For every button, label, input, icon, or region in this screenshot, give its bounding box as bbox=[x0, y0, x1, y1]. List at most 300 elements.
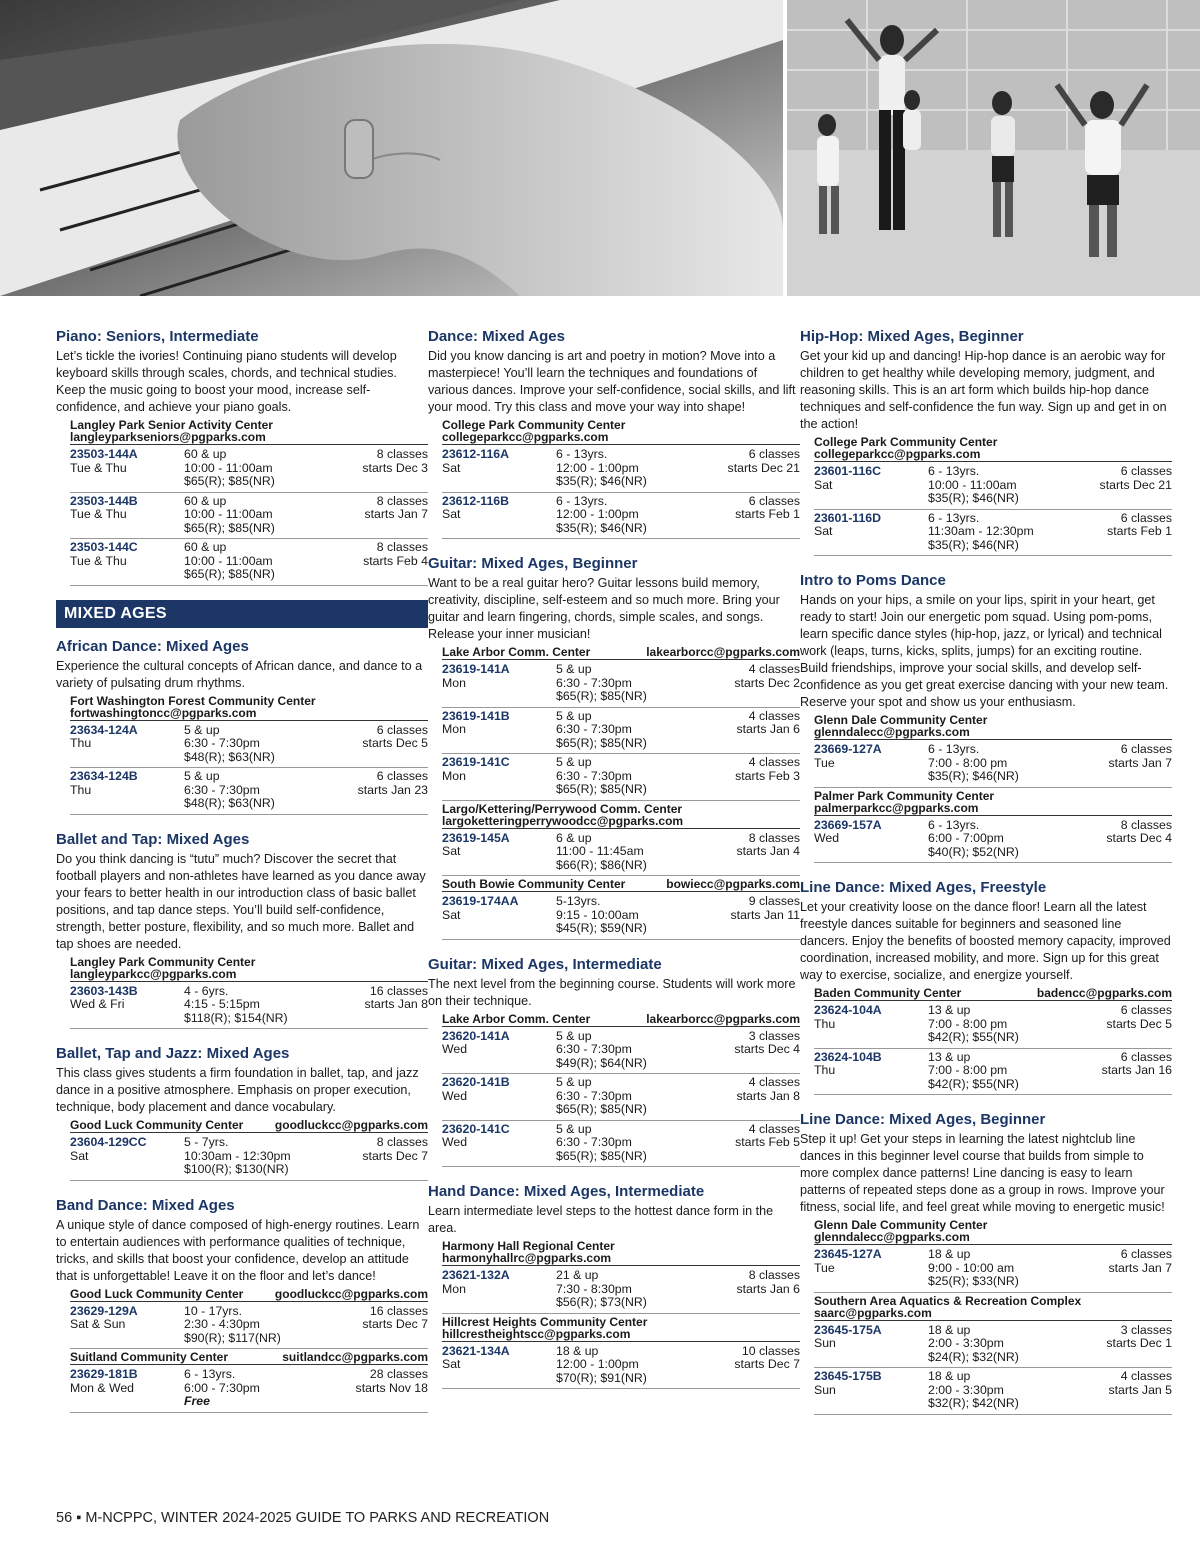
location-email[interactable]: hillcrestheightscc@pgparks.com bbox=[442, 1326, 631, 1341]
class-code: 23503-144A bbox=[70, 447, 138, 461]
class-time: 2:30 - 4:30pm bbox=[184, 1317, 260, 1331]
location-block bbox=[814, 714, 1172, 788]
class-blank bbox=[814, 846, 928, 860]
class-count: 8 classes bbox=[748, 830, 800, 845]
location-header bbox=[70, 695, 428, 721]
location-email[interactable]: largoketteringperrywoodcc@pgparks.com bbox=[442, 813, 684, 828]
class-fee: $48(R); $63(NR) bbox=[184, 749, 275, 764]
location-email[interactable]: fortwashingtoncc@pgparks.com bbox=[70, 705, 257, 720]
location-email[interactable]: palmerparkcc@pgparks.com bbox=[814, 800, 979, 815]
class-start: starts Jan 7 bbox=[1108, 755, 1172, 770]
class-fee: $65(R); $85(NR) bbox=[556, 1148, 647, 1163]
class-days: Tue & Thu bbox=[70, 507, 127, 521]
class-listing bbox=[442, 1028, 800, 1075]
class-start: starts Jan 5 bbox=[1108, 1382, 1172, 1397]
class-count: 4 classes bbox=[748, 755, 800, 769]
location-block bbox=[814, 987, 1172, 1095]
class-count: 6 classes bbox=[748, 493, 800, 508]
class-blank bbox=[442, 859, 556, 873]
class-code: 23645-127A bbox=[814, 1247, 882, 1261]
class-code: 23503-144B bbox=[70, 493, 138, 508]
class-time: 7:00 - 8:00 pm bbox=[928, 1063, 1008, 1077]
location-email[interactable]: goodluckcc@pgparks.com bbox=[274, 1118, 428, 1132]
class-age: 5 & up bbox=[556, 1075, 592, 1089]
class-fee: $45(R); $59(NR) bbox=[556, 921, 647, 935]
class-age: 6 - 13yrs. bbox=[184, 1367, 236, 1381]
location-email[interactable]: glenndalecc@pgparks.com bbox=[814, 1230, 970, 1244]
class-listing bbox=[442, 1267, 800, 1314]
section-title: Guitar: Mixed Ages, Beginner bbox=[428, 555, 638, 572]
class-section bbox=[428, 1183, 800, 1389]
location-block bbox=[442, 419, 800, 539]
class-age: 21 & up bbox=[556, 1268, 599, 1282]
class-start: starts Jan 7 bbox=[1108, 1260, 1172, 1275]
location-name: Glenn Dale Community Center bbox=[814, 713, 988, 727]
location-block bbox=[814, 436, 1172, 556]
location-email[interactable]: bowiecc@pgparks.com bbox=[666, 877, 800, 891]
class-section bbox=[800, 879, 1172, 1111]
location-name: Hillcrest Heights Community Center bbox=[442, 1314, 648, 1329]
section-description: Let’s tickle the ivories! Continuing piano students will develop keyboard skills through scales, chords, and technical studies. Keep the music going to boost your mood, increase self-confidence, and achieve your piano goals. bbox=[56, 349, 397, 414]
class-blank bbox=[442, 922, 556, 936]
class-fee: $35(R); $46(NR) bbox=[556, 520, 647, 535]
class-start: starts Dec 5 bbox=[362, 736, 428, 750]
class-fee: $42(R); $55(NR) bbox=[928, 1076, 1019, 1091]
class-blank bbox=[814, 539, 928, 553]
location-block bbox=[70, 419, 428, 586]
class-age: 5 & up bbox=[556, 1028, 592, 1043]
section-title: Ballet and Tap: Mixed Ages bbox=[56, 830, 250, 848]
class-start: starts Dec 21 bbox=[727, 460, 800, 475]
class-blank bbox=[362, 1332, 428, 1346]
class-count: 6 classes bbox=[1120, 1003, 1172, 1017]
location-name: Glenn Dale Community Center bbox=[814, 1218, 988, 1232]
class-blank bbox=[734, 690, 800, 704]
class-count: 8 classes bbox=[748, 1268, 800, 1282]
class-fee: $35(R); $46(NR) bbox=[928, 491, 1019, 505]
class-fee: Free bbox=[184, 1394, 210, 1408]
class-age: 60 & up bbox=[184, 447, 227, 461]
class-blank bbox=[70, 1332, 184, 1346]
class-fee: $48(R); $63(NR) bbox=[184, 796, 275, 810]
section-title: Hip-Hop: Mixed Ages, Beginner bbox=[800, 328, 1024, 345]
class-start: starts Dec 7 bbox=[362, 1317, 428, 1331]
class-start: starts Jan 23 bbox=[357, 782, 428, 797]
location-name: Palmer Park Community Center bbox=[814, 788, 995, 803]
location-header bbox=[442, 646, 800, 660]
class-code: 23612-116B bbox=[442, 493, 510, 508]
location-email[interactable]: badencc@pgparks.com bbox=[1036, 986, 1172, 1000]
class-time: 7:00 - 8:00 pm bbox=[928, 755, 1008, 770]
class-age: 6 - 13yrs. bbox=[928, 742, 980, 756]
class-code: 23503-144C bbox=[70, 540, 138, 554]
class-section bbox=[800, 328, 1172, 572]
class-age: 60 & up bbox=[184, 493, 227, 508]
section-title: Dance: Mixed Ages bbox=[428, 328, 565, 345]
location-email[interactable]: glenndalecc@pgparks.com bbox=[814, 725, 970, 739]
class-time: 6:30 - 7:30pm bbox=[556, 1088, 632, 1103]
class-start: starts Jan 7 bbox=[364, 507, 428, 521]
section-gap bbox=[56, 1181, 428, 1197]
class-section bbox=[800, 1111, 1172, 1415]
section-title: Line Dance: Mixed Ages, Beginner bbox=[800, 1111, 1046, 1128]
class-days: Sat & Sun bbox=[70, 1317, 126, 1331]
column-2 bbox=[428, 328, 800, 1389]
location-name: Lake Arbor Comm. Center bbox=[442, 645, 591, 659]
class-age: 18 & up bbox=[928, 1322, 971, 1337]
class-blank bbox=[814, 492, 928, 506]
class-blank bbox=[442, 1372, 556, 1386]
class-blank bbox=[734, 1057, 800, 1071]
class-blank bbox=[1100, 492, 1172, 506]
class-code: 23619-174AA bbox=[442, 894, 519, 908]
class-time: 6:30 - 7:30pm bbox=[556, 768, 632, 783]
class-count: 3 classes bbox=[748, 1028, 800, 1043]
location-email[interactable]: harmonyhallrc@pgparks.com bbox=[442, 1251, 612, 1265]
class-blank bbox=[1107, 539, 1172, 553]
class-time: 6:00 - 7:30pm bbox=[184, 1380, 260, 1395]
class-fee: $65(R); $85(NR) bbox=[184, 567, 275, 581]
class-code: 23624-104B bbox=[814, 1049, 882, 1064]
class-blank bbox=[442, 1103, 556, 1117]
class-time: 6:30 - 7:30pm bbox=[556, 1042, 632, 1056]
location-header bbox=[70, 419, 428, 445]
class-start: starts Jan 16 bbox=[1101, 1063, 1172, 1077]
class-blank bbox=[442, 783, 556, 797]
class-count: 6 classes bbox=[1120, 510, 1172, 525]
location-email[interactable]: langleyparkcc@pgparks.com bbox=[70, 966, 237, 981]
location-block bbox=[70, 956, 428, 1030]
class-fee: $42(R); $55(NR) bbox=[928, 1030, 1019, 1044]
section-description: A unique style of dance composed of high-energy routines. Learn to entertain audiences with performance qualities of technique, tricks, and skills that boost your confidence, develop an attitude that is unforgettable! Leave it on the floor and let’s dance! bbox=[56, 1217, 420, 1283]
class-listing bbox=[442, 754, 800, 801]
class-blank bbox=[814, 770, 928, 784]
class-days: Mon bbox=[442, 1281, 466, 1296]
location-header bbox=[442, 1013, 800, 1027]
location-email[interactable]: collegeparkcc@pgparks.com bbox=[814, 447, 981, 461]
class-listing bbox=[442, 893, 800, 940]
location-email[interactable]: goodluckcc@pgparks.com bbox=[274, 1286, 428, 1301]
class-code: 23634-124A bbox=[70, 722, 138, 737]
class-start: starts Jan 6 bbox=[736, 1281, 800, 1296]
class-age: 5 & up bbox=[184, 722, 220, 737]
class-count: 6 classes bbox=[376, 722, 428, 737]
location-name: Langley Park Senior Activity Center bbox=[70, 418, 273, 432]
class-blank bbox=[70, 568, 184, 582]
class-blank bbox=[70, 1163, 184, 1177]
class-code: 23619-141A bbox=[442, 662, 510, 676]
class-time: 10:00 - 11:00am bbox=[184, 460, 273, 475]
class-fee: $24(R); $32(NR) bbox=[928, 1349, 1019, 1364]
class-time: 9:00 - 10:00 am bbox=[928, 1260, 1015, 1275]
location-block bbox=[814, 1295, 1172, 1415]
class-code: 23619-141B bbox=[442, 708, 510, 723]
class-section bbox=[56, 1045, 428, 1197]
class-days: Tue bbox=[814, 1260, 835, 1275]
class-time: 6:30 - 7:30pm bbox=[556, 1135, 632, 1149]
class-fee: $65(R); $85(NR) bbox=[556, 1102, 647, 1116]
class-days: Sat bbox=[70, 1148, 89, 1163]
class-blank bbox=[442, 737, 556, 751]
class-fee: $118(R); $154(NR) bbox=[184, 1010, 288, 1025]
class-start: starts Dec 7 bbox=[734, 1357, 800, 1371]
class-age: 60 & up bbox=[184, 540, 227, 554]
class-code: 23634-124B bbox=[70, 769, 138, 783]
class-blank bbox=[362, 475, 428, 489]
col1-bottom-sections bbox=[56, 638, 428, 1413]
class-time: 10:00 - 11:00am bbox=[184, 553, 273, 568]
section-description: Do you think dancing is “tutu” much? Discover the secret that football players and non-athletes have learned as you dance away your fears to better health in our introduction class of basic ballet positions, and tap dance steps. You’ll build self-confidence, strength, better posture, flexibility, and so much more. Ballet and tap shoes are needed. bbox=[56, 851, 426, 951]
class-days: Thu bbox=[814, 1063, 836, 1077]
class-count: 16 classes bbox=[369, 1303, 428, 1318]
class-blank bbox=[814, 1031, 928, 1045]
class-listing bbox=[442, 1074, 800, 1121]
class-code: 23601-116D bbox=[814, 510, 882, 525]
location-block bbox=[70, 1288, 428, 1350]
class-start: starts Dec 2 bbox=[734, 675, 800, 690]
class-code: 23621-132A bbox=[442, 1268, 510, 1282]
class-listing bbox=[70, 1366, 428, 1413]
location-header bbox=[70, 1288, 428, 1302]
class-listing bbox=[814, 1246, 1172, 1293]
location-email[interactable]: collegeparkcc@pgparks.com bbox=[442, 430, 609, 444]
class-days: Sat bbox=[814, 477, 833, 492]
location-block bbox=[442, 803, 800, 877]
class-age: 6 - 13yrs. bbox=[928, 510, 980, 525]
class-days: Mon bbox=[442, 768, 466, 783]
section-gap bbox=[56, 1029, 428, 1045]
section-description: Experience the cultural concepts of African dance, and dance to a variety of pulsating drum rhythms. bbox=[56, 658, 423, 690]
class-start: starts Feb 3 bbox=[735, 768, 800, 783]
class-count: 8 classes bbox=[376, 1135, 428, 1149]
class-count: 3 classes bbox=[1120, 1322, 1172, 1337]
class-time: 12:00 - 1:00pm bbox=[556, 507, 639, 521]
class-blank bbox=[70, 475, 184, 489]
section-description: Hands on your hips, a smile on your lips, spirit in your heart, get ready to start! Join our energetic pom squad. Using pom-poms, learn specific dance styles (hip-hop, jazz, or lyrical) and technical work (leaps, turns, kicks, splits, jumps) for an exciting routine. Build friendships, improve your social skills, and develop self-confidence as you get great exercise dancing with your new team. Reserve your spot and show us your enthusiasm. bbox=[800, 593, 1169, 709]
section-description: Let your creativity loose on the dance floor! Learn all the latest freestyle dances suitable for beginners and seasoned line dancers. Enjoy the benefits of boosted memory capacity, improved coordination, increased mobility, and more. Sign up for this great way to exercise, socialize, and energize yourself. bbox=[800, 900, 1171, 982]
class-days: Thu bbox=[814, 1016, 836, 1031]
location-name: Baden Community Center bbox=[814, 986, 962, 1000]
class-count: 4 classes bbox=[748, 1075, 800, 1089]
section-gap bbox=[56, 815, 428, 831]
location-header bbox=[70, 1351, 428, 1365]
class-blank bbox=[362, 1163, 428, 1177]
dance-class-photo bbox=[787, 0, 1200, 296]
class-code: 23619-141C bbox=[442, 755, 510, 769]
class-fee: $70(R); $91(NR) bbox=[556, 1370, 647, 1385]
class-time: 6:30 - 7:30pm bbox=[184, 736, 260, 750]
class-count: 6 classes bbox=[748, 447, 800, 461]
class-start: starts Feb 1 bbox=[735, 507, 800, 521]
class-time: 2:00 - 3:30pm bbox=[928, 1382, 1004, 1397]
class-listing bbox=[814, 510, 1172, 557]
piano-photo bbox=[0, 0, 783, 296]
class-count: 6 classes bbox=[1120, 464, 1172, 478]
location-email[interactable]: saarc@pgparks.com bbox=[814, 1305, 932, 1320]
class-section bbox=[800, 572, 1172, 879]
class-section bbox=[56, 328, 428, 586]
location-name: Suitland Community Center bbox=[70, 1350, 229, 1364]
class-fee: $65(R); $85(NR) bbox=[184, 474, 275, 488]
class-code: 23604-129CC bbox=[70, 1135, 147, 1149]
location-header bbox=[442, 878, 800, 892]
class-time: 12:00 - 1:00pm bbox=[556, 1357, 639, 1371]
class-fee: $49(R); $64(NR) bbox=[556, 1055, 647, 1070]
class-code: 23621-134A bbox=[442, 1343, 510, 1358]
section-title: Line Dance: Mixed Ages, Freestyle bbox=[800, 879, 1047, 896]
class-blank bbox=[735, 522, 800, 536]
section-title: Band Dance: Mixed Ages bbox=[56, 1196, 235, 1214]
class-blank bbox=[736, 737, 800, 751]
class-section bbox=[56, 638, 428, 831]
class-blank bbox=[362, 751, 428, 765]
class-blank bbox=[728, 475, 800, 489]
class-blank bbox=[1108, 1275, 1172, 1289]
location-name: Lake Arbor Comm. Center bbox=[442, 1011, 591, 1026]
class-age: 5 & up bbox=[556, 708, 592, 723]
class-time: 6:30 - 7:30pm bbox=[556, 722, 632, 736]
class-count: 9 classes bbox=[748, 894, 800, 908]
class-blank bbox=[731, 922, 801, 936]
location-block bbox=[70, 1119, 428, 1181]
class-start: starts Feb 5 bbox=[735, 1135, 800, 1149]
class-blank bbox=[442, 475, 556, 489]
location-block bbox=[442, 1316, 800, 1390]
location-email[interactable]: lakearborcc@pgparks.com bbox=[646, 1011, 800, 1026]
class-blank bbox=[736, 1296, 800, 1310]
class-count: 6 classes bbox=[376, 769, 428, 783]
class-start: starts Feb 1 bbox=[1107, 524, 1172, 538]
section-title: Ballet, Tap and Jazz: Mixed Ages bbox=[56, 1045, 290, 1062]
location-email[interactable]: suitlandcc@pgparks.com bbox=[282, 1350, 428, 1364]
location-name: College Park Community Center bbox=[442, 418, 626, 432]
location-header bbox=[442, 1240, 800, 1266]
class-age: 6 - 13yrs. bbox=[928, 817, 980, 832]
class-fee: $40(R); $52(NR) bbox=[928, 844, 1019, 859]
location-block bbox=[442, 646, 800, 801]
class-days: Sat bbox=[442, 460, 461, 475]
class-listing bbox=[814, 741, 1172, 788]
class-age: 5 & up bbox=[184, 769, 220, 783]
class-code: 23624-104A bbox=[814, 1003, 882, 1017]
location-name: Good Luck Community Center bbox=[70, 1286, 244, 1301]
class-age: 5 & up bbox=[556, 755, 592, 769]
class-fee: $35(R); $46(NR) bbox=[928, 769, 1019, 783]
section-title: Intro to Poms Dance bbox=[800, 572, 946, 589]
section-gap bbox=[800, 1095, 1172, 1111]
class-blank bbox=[70, 522, 184, 536]
section-title: Guitar: Mixed Ages, Intermediate bbox=[428, 955, 662, 973]
class-count: 6 classes bbox=[1120, 742, 1172, 756]
class-code: 23669-127A bbox=[814, 742, 882, 756]
class-listing bbox=[442, 1343, 800, 1390]
class-age: 4 - 6yrs. bbox=[184, 983, 229, 998]
class-blank bbox=[70, 1012, 184, 1026]
class-time: 10:30am - 12:30pm bbox=[184, 1148, 291, 1163]
location-header bbox=[814, 714, 1172, 740]
location-email[interactable]: langleyparkseniors@pgparks.com bbox=[70, 430, 266, 444]
class-fee: $66(R); $86(NR) bbox=[556, 857, 647, 872]
class-blank bbox=[735, 783, 800, 797]
class-days: Wed & Fri bbox=[70, 997, 125, 1011]
class-listing bbox=[814, 1049, 1172, 1096]
class-blank bbox=[736, 1103, 800, 1117]
section-description: Did you know dancing is art and poetry in motion? Move into a masterpiece! You’ll learn the techniques and foundations of various dances. Improve your self-confidence, social skills, and lift your mood. Try this class and move your way into shape! bbox=[428, 349, 796, 414]
class-age: 6 - 13yrs. bbox=[556, 493, 608, 508]
class-fee: $100(R); $130(NR) bbox=[184, 1162, 289, 1176]
class-age: 13 & up bbox=[928, 1049, 971, 1064]
class-time: 11:30am - 12:30pm bbox=[928, 524, 1034, 538]
class-age: 13 & up bbox=[928, 1003, 971, 1017]
class-blank bbox=[735, 1150, 800, 1164]
class-start: starts Dec 1 bbox=[1106, 1336, 1172, 1350]
class-count: 4 classes bbox=[748, 708, 800, 723]
class-blank bbox=[814, 1275, 928, 1289]
class-blank bbox=[736, 859, 800, 873]
class-listing bbox=[70, 983, 428, 1030]
class-code: 23629-129A bbox=[70, 1303, 138, 1318]
class-listing bbox=[442, 708, 800, 755]
class-count: 8 classes bbox=[376, 447, 428, 461]
section-gap bbox=[800, 863, 1172, 879]
class-blank bbox=[364, 522, 428, 536]
class-start: starts Dec 4 bbox=[1106, 831, 1172, 845]
class-start: starts Dec 4 bbox=[734, 1042, 800, 1056]
class-fee: $35(R); $46(NR) bbox=[556, 474, 647, 488]
class-fee: $25(R); $33(NR) bbox=[928, 1274, 1019, 1288]
col2-sections bbox=[428, 328, 800, 1389]
class-blank bbox=[1106, 1031, 1172, 1045]
class-blank bbox=[1108, 770, 1172, 784]
location-email[interactable]: lakearborcc@pgparks.com bbox=[646, 645, 800, 659]
class-listing bbox=[442, 493, 800, 540]
col1-top-sections bbox=[56, 328, 428, 586]
location-header bbox=[442, 1316, 800, 1342]
class-start: starts Jan 11 bbox=[730, 907, 800, 922]
class-listing bbox=[814, 1322, 1172, 1369]
location-header bbox=[814, 987, 1172, 1001]
location-block bbox=[814, 790, 1172, 864]
class-age: 5-13yrs. bbox=[556, 894, 601, 908]
class-count: 4 classes bbox=[748, 662, 800, 676]
section-gap bbox=[428, 1167, 800, 1183]
class-blank bbox=[442, 690, 556, 704]
class-blank bbox=[363, 568, 428, 582]
class-listing bbox=[814, 1368, 1172, 1415]
class-days: Wed bbox=[442, 1135, 468, 1149]
class-start: starts Jan 6 bbox=[736, 722, 800, 736]
class-count: 8 classes bbox=[1120, 817, 1172, 832]
class-days: Tue bbox=[814, 755, 835, 770]
class-blank bbox=[1102, 1078, 1172, 1092]
class-code: 23603-143B bbox=[70, 983, 138, 998]
class-start: starts Dec 21 bbox=[1099, 477, 1172, 492]
class-listing bbox=[70, 1303, 428, 1350]
class-blank bbox=[814, 1397, 928, 1411]
class-section bbox=[56, 831, 428, 1046]
location-name: College Park Community Center bbox=[814, 435, 998, 449]
section-description: Step it up! Get your steps in learning the latest nightclub line dances in this beginner level course that builds from simple to more complex dance patterns! Line dancing is easy to learn patterns of repeated steps done as a group in rows. Improve your fitness, social life, and feel great while moving to energetic music! bbox=[800, 1132, 1165, 1214]
class-code: 23629-181B bbox=[70, 1367, 138, 1381]
class-time: 9:15 - 10:00am bbox=[556, 907, 639, 922]
class-start: starts Dec 7 bbox=[362, 1148, 428, 1163]
class-listing bbox=[442, 661, 800, 708]
class-count: 28 classes bbox=[369, 1367, 428, 1381]
class-days: Tue & Thu bbox=[70, 553, 127, 568]
class-days: Sat bbox=[442, 1357, 461, 1371]
class-blank bbox=[442, 1057, 556, 1071]
class-days: Sun bbox=[814, 1382, 836, 1397]
